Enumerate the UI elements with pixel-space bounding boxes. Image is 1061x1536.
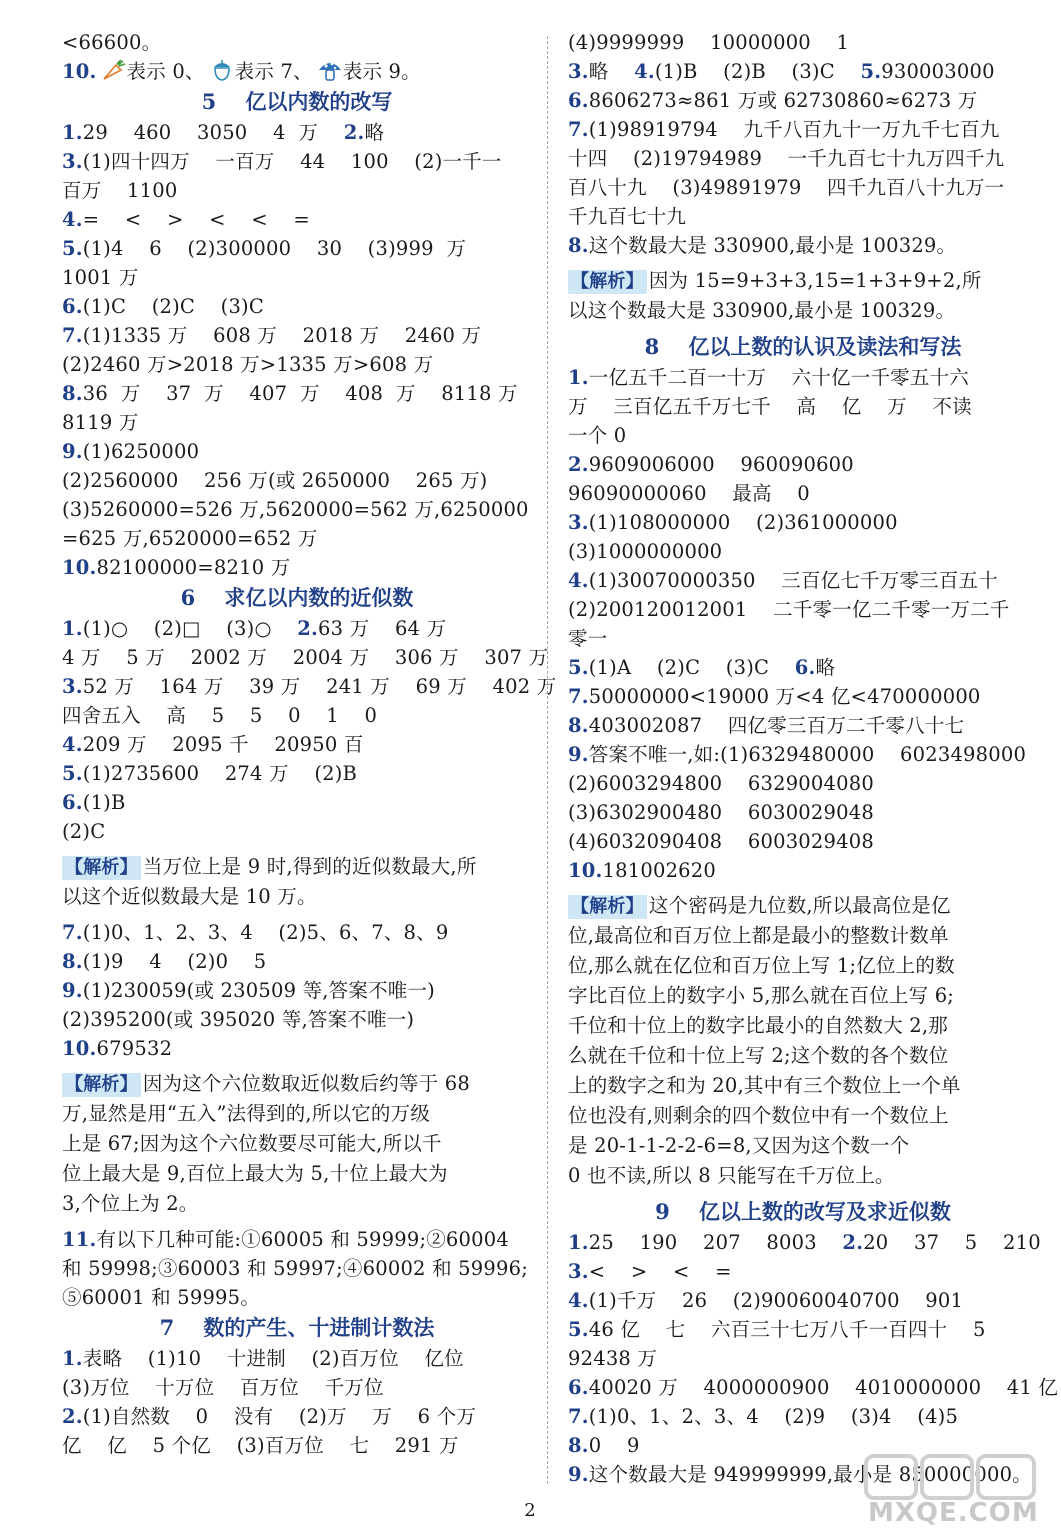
- analysis-line: [568, 1011, 1038, 1041]
- answer-text: (1)自然数 0 没有 (2)万 万 6 个万: [82, 1405, 477, 1428]
- question-number: 10.: [62, 1037, 97, 1060]
- acorn-icon: [209, 58, 235, 82]
- answer-text: 和 59998;③60003 和 59997;④60002 和 59996;: [62, 1257, 528, 1280]
- answer-text: (2)6003294800 6329004080: [568, 772, 874, 795]
- analysis-text: 以这个数最大是 330900,最小是 100329。: [568, 299, 956, 322]
- question-number: 2.: [62, 1405, 83, 1428]
- answer-line: [62, 1344, 532, 1373]
- answer-line: [62, 524, 532, 553]
- analysis-text: 0 也不读,所以 8 只能写在千万位上。: [568, 1164, 895, 1187]
- answer-text: 亿 亿 5 个亿 (3)百万位 七 291 万: [62, 1434, 459, 1457]
- answer-line: [568, 115, 1038, 144]
- question-number: 10.: [568, 859, 603, 882]
- answer-text: 一亿五千二百一十万 六十亿一千零五十六: [588, 366, 969, 389]
- question-number: 2.: [842, 1231, 864, 1254]
- analysis-line: [568, 1101, 1038, 1131]
- answer-text: 略: [588, 60, 635, 83]
- question-number: 10.: [62, 60, 97, 83]
- answer-line: [62, 205, 532, 234]
- question-number: 2.: [568, 453, 589, 476]
- answer-text: (2)200120012001 二千零一亿二千零一万二千: [568, 598, 1010, 621]
- question-number: 8.: [568, 714, 589, 737]
- section-heading: 8 亿以上数的认识及读法和写法: [644, 334, 962, 359]
- question-number: 2.: [343, 121, 365, 144]
- answer-line: [62, 495, 532, 524]
- question-number: 5.: [568, 656, 589, 679]
- answer-line: [568, 508, 1038, 537]
- answer-line: [568, 856, 1038, 885]
- answer-text: 一个 0: [568, 424, 627, 447]
- question-number: 1.: [62, 617, 83, 640]
- answer-line: [568, 740, 1038, 769]
- question-number: 1.: [568, 1231, 589, 1254]
- analysis-text: 是 20-1-1-2-2-6=8,又因为这个数一个: [568, 1134, 910, 1157]
- answer-text: 千九百七十九: [568, 205, 687, 228]
- answer-text: (3)万位 十万位 百万位 千万位: [62, 1376, 384, 1399]
- analysis-text: 因为这个六位数取近似数后约等于 68: [142, 1072, 470, 1095]
- carrot-icon: [101, 58, 127, 82]
- question-number: 7.: [62, 921, 83, 944]
- question-number: 3.: [62, 675, 83, 698]
- answer-text: (1)0、1、2、3、4 (2)9 (3)4 (4)5: [588, 1405, 959, 1428]
- question-number: 6.: [62, 295, 83, 318]
- answer-line: [568, 144, 1038, 173]
- analysis-line: [568, 981, 1038, 1011]
- answer-text: 63 万 64 万: [318, 617, 447, 640]
- answer-text: (1)30070000350 三百亿七千万零三百五十: [588, 569, 998, 592]
- answer-line: [62, 701, 532, 730]
- answer-line: [62, 759, 532, 788]
- section-heading: 7 数的产生、十进制计数法: [159, 1315, 435, 1340]
- question-number: 3.: [568, 511, 589, 534]
- answer-line: [568, 798, 1038, 827]
- answer-line: [568, 769, 1038, 798]
- answer-text: (1)A (2)C (3)C: [588, 656, 795, 679]
- question-number: 8.: [62, 382, 83, 405]
- analysis-text: 位上最大是 9,百位上最大为 5,十位上最大为: [62, 1162, 448, 1185]
- question-number: 2.: [297, 617, 319, 640]
- left-column: [62, 28, 557, 1460]
- answer-text: 36 万 37 万 407 万 408 万 8118 万: [82, 382, 518, 405]
- analysis-text: 字比百位上的数字小 5,那么就在百位上写 6;: [568, 984, 955, 1007]
- answer-line: [62, 643, 549, 672]
- analysis-line: [62, 1189, 532, 1219]
- answer-text: 表示 9。: [342, 60, 421, 83]
- answer-text: 零一: [568, 627, 608, 650]
- answer-text: 679532: [96, 1037, 173, 1060]
- answer-line: [62, 1005, 532, 1034]
- answer-line: [568, 1315, 1038, 1344]
- answer-text: < > < =: [588, 1260, 732, 1283]
- answer-text: 930003000: [881, 60, 995, 83]
- answer-text: 四舍五入 高 5 5 0 1 0: [62, 704, 378, 727]
- answer-line: [568, 1228, 1041, 1257]
- question-number: 4.: [634, 60, 655, 83]
- answer-text: 92438 万: [568, 1347, 658, 1370]
- analysis-text: 千位和十位上的数字比最小的自然数大 2,那: [568, 1014, 949, 1037]
- analysis-block: [62, 852, 532, 912]
- analysis-line: [568, 266, 1038, 296]
- answer-text: 表示 0、: [126, 60, 205, 83]
- answer-line: [62, 730, 532, 759]
- answer-text: (1)98919794 九千八百九十一万九千七百九: [588, 118, 1000, 141]
- answer-line: [62, 976, 532, 1005]
- analysis-line: [568, 1071, 1038, 1101]
- question-number: 4.: [568, 569, 589, 592]
- answer-line: [62, 466, 532, 495]
- answer-text: (1)B (2)B (3)C: [654, 60, 861, 83]
- analysis-line: [62, 1129, 532, 1159]
- answer-text: 52 万 164 万 39 万 241 万 69 万 402 万: [82, 675, 557, 698]
- answer-text: 96090000060 最高 0: [568, 482, 810, 505]
- question-number: 7.: [62, 324, 83, 347]
- answer-text: (1)B: [82, 791, 126, 814]
- answer-line: [568, 711, 1038, 740]
- answer-line: [568, 595, 1038, 624]
- answer-text: <66600。: [62, 31, 162, 54]
- answer-text: (1)0、1、2、3、4 (2)5、6、7、8、9: [82, 921, 449, 944]
- answer-text: (1)6250000: [82, 440, 200, 463]
- analysis-block: [62, 1069, 532, 1219]
- answer-line: [62, 437, 532, 466]
- answer-line: [568, 566, 1038, 595]
- answer-line: [568, 537, 1038, 566]
- analysis-line: [568, 1041, 1038, 1071]
- analysis-tag: 【解析】: [568, 895, 647, 919]
- answer-text: 表略 (1)10 十进制 (2)百万位 亿位: [82, 1347, 464, 1370]
- answer-text: 答案不唯一,如:(1)6329480000 6023498000: [588, 743, 1027, 766]
- question-number: 5.: [62, 237, 83, 260]
- answer-text: 25 190 207 8003: [588, 1231, 843, 1254]
- question-number: 1.: [62, 1347, 83, 1370]
- answer-line: [568, 479, 1038, 508]
- answer-text: (1)○ (2)□ (3)○: [82, 617, 298, 640]
- answer-line: [62, 614, 532, 643]
- watermark-text: MXQE.COM: [868, 1498, 1039, 1528]
- analysis-text: 上的数字之和为 20,其中有三个数位上一个单: [568, 1074, 961, 1097]
- question-number: 5.: [568, 1318, 589, 1341]
- answer-text: (2)395200(或 395020 等,答案不唯一): [62, 1008, 415, 1031]
- analysis-tag: 【解析】: [62, 1073, 141, 1097]
- answer-line: [568, 392, 1038, 421]
- question-number: 4.: [62, 208, 83, 231]
- answer-text: 十四 (2)19794989 一千九百七十九万四千九: [568, 147, 1005, 170]
- answer-line: [568, 173, 1038, 202]
- answer-line: [62, 672, 557, 701]
- answer-text: 29 460 3050 4 万: [82, 121, 344, 144]
- answer-text: 这个数最大是 949999999,最小是 850000000。: [588, 1463, 1032, 1486]
- question-number: 6.: [62, 791, 83, 814]
- analysis-line: [62, 882, 532, 912]
- answer-text: (1)C (2)C (3)C: [82, 295, 264, 318]
- question-number: 7.: [568, 1405, 589, 1428]
- answer-text: 209 万 2095 千 20950 百: [82, 733, 364, 756]
- answer-text: 20 37 5 210: [863, 1231, 1041, 1254]
- answer-text: (1)2735600 274 万 (2)B: [82, 762, 358, 785]
- answer-text: 82100000=8210 万: [96, 556, 291, 579]
- answer-line: [62, 1402, 532, 1431]
- answer-text: = < > < < =: [82, 208, 310, 231]
- answer-line: [62, 321, 532, 350]
- analysis-text: 因为 15=9+3+3,15=1+3+9+2,所: [648, 269, 982, 292]
- answer-line: [62, 788, 532, 817]
- analysis-text: 当万位上是 9 时,得到的近似数最大,所: [142, 855, 477, 878]
- answer-text: (1)108000000 (2)361000000: [588, 511, 898, 534]
- answer-text: 181002620: [602, 859, 716, 882]
- analysis-text: 位,那么就在亿位和百万位上写 1;亿位上的数: [568, 954, 955, 977]
- answer-line: [62, 379, 532, 408]
- answer-line: [62, 234, 532, 263]
- answer-text: =625 万,6520000=652 万: [62, 527, 318, 550]
- question-number: 9.: [568, 743, 589, 766]
- answer-line: [568, 231, 1038, 260]
- answer-text: 百八十九 (3)49891979 四千九百八十九万一: [568, 176, 1005, 199]
- analysis-line: [568, 921, 1038, 951]
- question-number: 6.: [794, 656, 816, 679]
- answer-text: (2)2560000 256 万(或 2650000 265 万): [62, 469, 488, 492]
- answer-line: [62, 292, 532, 321]
- answer-line: [568, 1257, 1038, 1286]
- answer-text: 403002087 四亿零三百万二千零八十七: [588, 714, 965, 737]
- answer-line: [568, 653, 1038, 682]
- answer-text: (1)9 4 (2)0 5: [82, 950, 267, 973]
- answer-text: 46 亿 七 六百三十七万八千一百四十 5: [588, 1318, 986, 1341]
- analysis-line: [62, 1159, 532, 1189]
- analysis-tag: 【解析】: [62, 856, 141, 880]
- analysis-block: [568, 891, 1038, 1191]
- answer-line: [62, 918, 532, 947]
- question-number: 8.: [62, 950, 83, 973]
- answer-line: [568, 202, 1038, 231]
- answer-text: (3)1000000000: [568, 540, 723, 563]
- question-number: 11.: [62, 1228, 97, 1251]
- question-number: 4.: [568, 1289, 589, 1312]
- answer-text: 1001 万: [62, 266, 139, 289]
- analysis-text: 以这个近似数最大是 10 万。: [62, 885, 317, 908]
- answer-line: [62, 1254, 532, 1283]
- answer-line: [62, 1225, 532, 1254]
- answer-line: [568, 827, 1038, 856]
- answer-text: 万 三百亿五千万七千 高 亿 万 不读: [568, 395, 972, 418]
- answer-text: (1)230059(或 230509 等,答案不唯一): [82, 979, 435, 1002]
- answer-line: [62, 176, 532, 205]
- answer-text: (2)2460 万>2018 万>1335 万>608 万: [62, 353, 434, 376]
- answer-line: [568, 682, 1038, 711]
- question-number: 8.: [568, 1434, 589, 1457]
- question-number: 10.: [62, 556, 97, 579]
- analysis-text: 万,显然是用“五入”法得到的,所以它的万级: [62, 1102, 431, 1125]
- answer-line: [62, 350, 532, 379]
- analysis-text: 位也没有,则剩余的四个数位中有一个数位上: [568, 1104, 949, 1127]
- answer-line: [62, 147, 532, 176]
- question-number: 9.: [62, 979, 83, 1002]
- answer-text: 略: [815, 656, 836, 679]
- answer-line: [62, 1283, 532, 1312]
- answer-text: 8606273≈861 万或 62730860≈6273 万: [588, 89, 978, 112]
- analysis-text: 位,最高位和百万位上都是最小的整数计数单: [568, 924, 949, 947]
- answer-text: 9609006000 960090600: [588, 453, 854, 476]
- question-number: 6.: [568, 89, 589, 112]
- column-divider: [547, 36, 548, 1484]
- answer-text: 4 万 5 万 2002 万 2004 万 306 万 307 万: [62, 646, 549, 669]
- answer-line: [568, 624, 1038, 653]
- answer-text: (2)C: [62, 820, 106, 843]
- answer-text: 表示 7、: [234, 60, 313, 83]
- answer-text: (4)9999999 10000000 1: [568, 31, 850, 54]
- answer-text: (1)1335 万 608 万 2018 万 2460 万: [82, 324, 482, 347]
- answer-line: [62, 118, 532, 147]
- question-number: 4.: [62, 733, 83, 756]
- question-number: 7.: [568, 118, 589, 141]
- analysis-line: [568, 1161, 1038, 1191]
- answer-text: 略: [364, 121, 385, 144]
- answer-line: [568, 450, 1038, 479]
- answer-text: 8119 万: [62, 411, 139, 434]
- answer-line: [568, 421, 1038, 450]
- answer-text: (3)6302900480 6030029048: [568, 801, 874, 824]
- answer-line: [62, 947, 532, 976]
- question-number: 3.: [568, 1260, 589, 1283]
- analysis-line: [568, 296, 1038, 326]
- analysis-line: [62, 1099, 532, 1129]
- answer-text: (3)5260000=526 万,5620000=562 万,6250000: [62, 498, 529, 521]
- answer-line: [568, 1286, 1038, 1315]
- answer-line: [62, 817, 532, 846]
- answer-text: ⑤60001 和 59995。: [62, 1286, 260, 1309]
- question-number: 3.: [62, 150, 83, 173]
- analysis-line: [568, 1131, 1038, 1161]
- question-number: 1.: [62, 121, 83, 144]
- answer-text: 0 9: [588, 1434, 640, 1457]
- answer-line: [62, 57, 532, 86]
- answer-line: [62, 408, 532, 437]
- answer-text: 50000000<19000 万<4 亿<470000000: [588, 685, 981, 708]
- question-number: 3.: [568, 60, 589, 83]
- answer-text: 40020 万 4000000900 4010000000 41 亿: [588, 1376, 1059, 1399]
- section-heading: 5 亿以内数的改写: [201, 89, 393, 114]
- analysis-text: 这个密码是九位数,所以最高位是亿: [648, 894, 951, 917]
- question-number: 8.: [568, 234, 589, 257]
- analysis-text: 3,个位上为 2。: [62, 1192, 199, 1215]
- answer-line: [568, 363, 1038, 392]
- page-number: 2: [524, 1500, 536, 1521]
- answer-line: [568, 1344, 1038, 1373]
- answer-text: 百万 1100: [62, 179, 178, 202]
- analysis-line: [568, 891, 1038, 921]
- answer-line: [568, 86, 1038, 115]
- analysis-line: [62, 1069, 532, 1099]
- answer-line: [62, 553, 532, 582]
- answer-line: [62, 1373, 532, 1402]
- right-column: [568, 28, 1059, 1489]
- analysis-text: 上是 67;因为这个六位数要尽可能大,所以千: [62, 1132, 442, 1155]
- question-number: 9.: [62, 440, 83, 463]
- answer-text: (1)千万 26 (2)90060040700 901: [588, 1289, 964, 1312]
- answer-line: [568, 1373, 1059, 1402]
- question-number: 6.: [568, 1376, 589, 1399]
- answer-line: [62, 263, 532, 292]
- section-heading: 6 求亿以内数的近似数: [180, 585, 414, 610]
- answer-line: [62, 28, 532, 57]
- answer-line: [62, 1431, 532, 1460]
- answer-text: (1)4 6 (2)300000 30 (3)999 万: [82, 237, 467, 260]
- answer-text: 这个数最大是 330900,最小是 100329。: [588, 234, 957, 257]
- question-number: 9.: [568, 1463, 589, 1486]
- answer-text: 有以下几种可能:①60005 和 59999;②60004: [96, 1228, 509, 1251]
- analysis-line: [568, 951, 1038, 981]
- answer-line: [568, 1402, 1038, 1431]
- section-heading: 9 亿以上数的改写及求近似数: [655, 1199, 951, 1224]
- answer-text: (1)四十四万 一百万 44 100 (2)一千一: [82, 150, 502, 173]
- question-number: 5.: [62, 762, 83, 785]
- answer-line: [568, 28, 1038, 57]
- analysis-line: [62, 852, 532, 882]
- answer-line: [568, 57, 1038, 86]
- answer-line: [62, 1034, 532, 1063]
- analysis-block: [568, 266, 1038, 326]
- mushroom-icon: [317, 58, 343, 82]
- question-number: 1.: [568, 366, 589, 389]
- question-number: 5.: [860, 60, 882, 83]
- analysis-tag: 【解析】: [568, 270, 647, 294]
- question-number: 7.: [568, 685, 589, 708]
- analysis-text: 么就在千位和十位上写 2;这个数的各个数位: [568, 1044, 949, 1067]
- answer-text: (4)6032090408 6003029408: [568, 830, 874, 853]
